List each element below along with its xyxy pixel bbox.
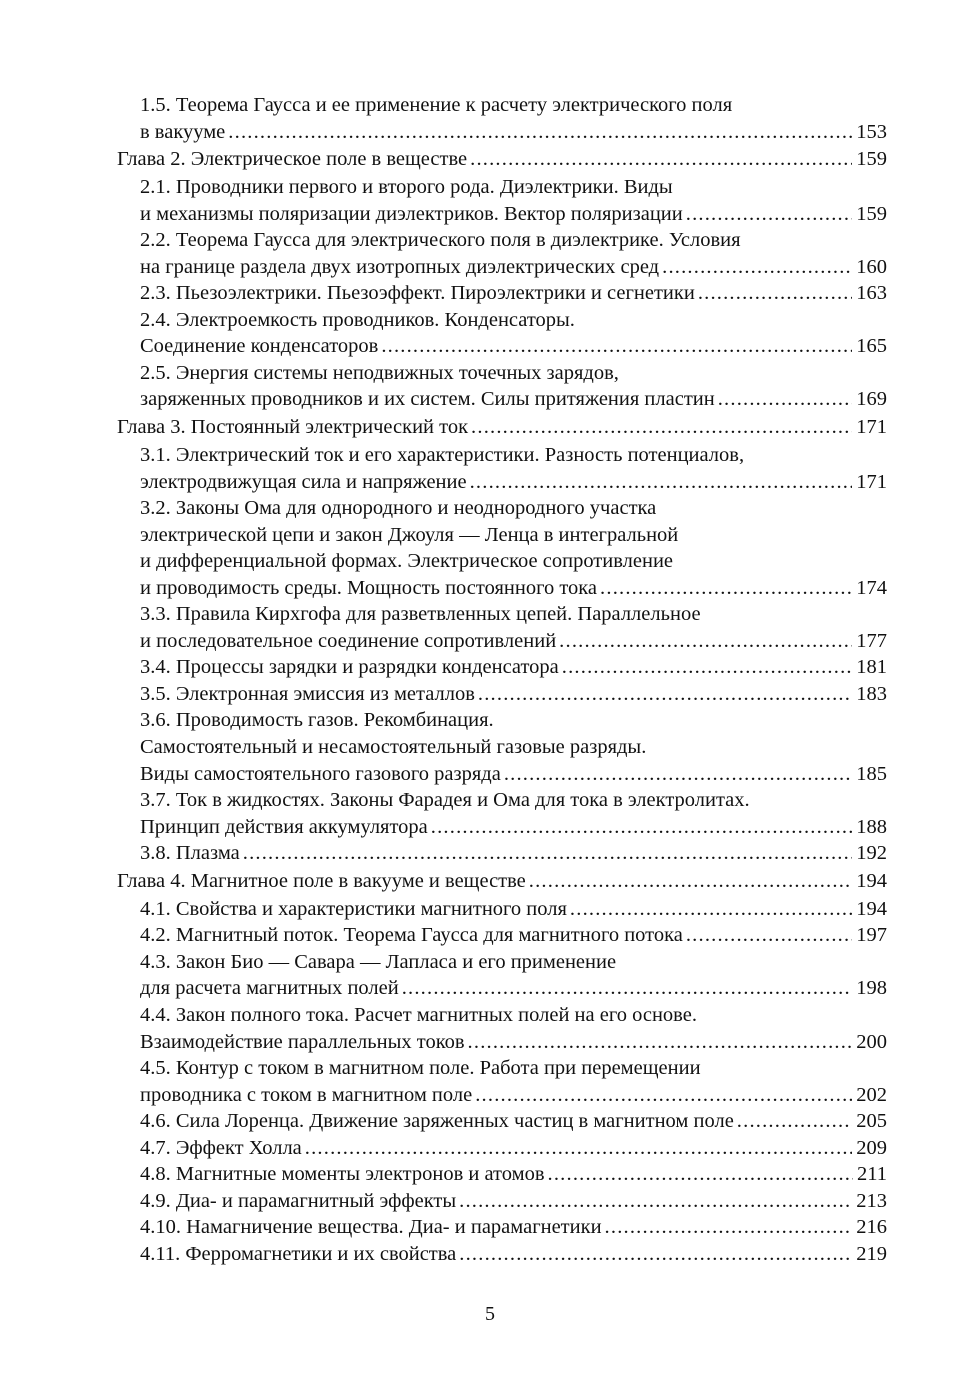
toc-page-number: 169 — [856, 388, 887, 411]
toc-entry-text: 3.6. Проводимость газов. Рекомбинация. — [140, 709, 494, 732]
toc-entry-text: Самостоятельный и несамостоятельный газовые разряды. — [140, 736, 647, 759]
toc-dot-leader — [686, 922, 852, 949]
toc-section-line — [117, 1214, 887, 1241]
toc-dot-leader — [559, 628, 852, 655]
toc-page-number: 188 — [856, 815, 887, 838]
toc-section-line — [117, 949, 887, 976]
toc-section-line — [117, 174, 887, 201]
toc-dot-leader — [698, 280, 852, 307]
toc-page-number: 171 — [856, 470, 887, 493]
toc-chapter-line — [117, 413, 887, 442]
toc-entry-text: 3.4. Процессы зарядки и разрядки конденсатора — [140, 654, 562, 681]
toc-entry-text: 2.3. Пьезоэлектрики. Пьезоэффект. Пироэлектрики и сегнетики — [140, 280, 698, 307]
toc-dot-leader — [600, 575, 852, 602]
toc-dot-leader — [471, 413, 852, 442]
toc-entry-text: 2.1. Проводники первого и второго рода. Диэлектрики. Виды — [140, 176, 673, 199]
toc-section-line — [117, 227, 887, 254]
toc-entry-text: 3.2. Законы Ома для однородного и неоднородного участка — [140, 497, 657, 520]
toc-section-line — [117, 628, 887, 655]
page-number: 5 — [485, 1303, 495, 1325]
toc-section-line — [117, 1188, 887, 1215]
toc-dot-leader — [459, 1188, 852, 1215]
toc-entry-text: на границе раздела двух изотропных диэлектрических сред — [140, 254, 662, 281]
toc-dot-leader — [381, 333, 852, 360]
toc-section-line — [117, 601, 887, 628]
toc-page-number: 194 — [856, 897, 887, 920]
toc-section-line — [117, 654, 887, 681]
toc-entry-text: Виды самостоятельного газового разряда — [140, 761, 504, 788]
toc-section-line — [117, 522, 887, 549]
toc-page-number: 213 — [856, 1189, 887, 1212]
toc-section-line — [117, 201, 887, 228]
toc-dot-leader — [718, 386, 853, 413]
toc-entry-text: 4.7. Эффект Холла — [140, 1135, 305, 1162]
toc-section-line — [117, 840, 887, 867]
toc-chapter-line — [117, 145, 887, 174]
toc-page-number: 209 — [856, 1136, 887, 1159]
toc-section-line — [117, 1135, 887, 1162]
toc-page-number: 200 — [856, 1030, 887, 1053]
toc-dot-leader — [548, 1161, 853, 1188]
toc-entry-text: 4.10. Намагничение вещества. Диа- и парамагнетики — [140, 1214, 605, 1241]
toc-section-line — [117, 307, 887, 334]
toc-entry-text: 4.11. Ферромагнетики и их свойства — [140, 1241, 459, 1268]
toc-entry-text: 4.3. Закон Био — Савара — Лапласа и его применение — [140, 950, 617, 973]
toc-entry-text: Взаимодействие параллельных токов — [140, 1029, 468, 1056]
toc-page-number: 163 — [856, 282, 887, 305]
toc-entry-text: 2.4. Электроемкость проводников. Конденсаторы. — [140, 308, 575, 331]
toc-page-number: 216 — [856, 1216, 887, 1239]
toc-page-number: 194 — [856, 869, 887, 892]
toc-entry-text: Глава 3. Постоянный электрический ток — [117, 413, 471, 442]
toc-page-number: 159 — [856, 148, 887, 171]
toc-entry-text: Принцип действия аккумулятора — [140, 814, 431, 841]
toc-entry-text: 3.3. Правила Кирхгофа для разветвленных цепей. Параллельное — [140, 603, 701, 626]
toc-entry-text: 3.7. Ток в жидкостях. Законы Фарадея и Ома для тока в электролитах. — [140, 789, 750, 812]
toc-section-line — [117, 548, 887, 575]
toc-section-line — [117, 92, 887, 119]
toc-entry-text: 2.5. Энергия системы неподвижных точечных зарядов, — [140, 361, 619, 384]
toc-section-line — [117, 575, 887, 602]
toc-section-line — [117, 681, 887, 708]
toc-page-number: 219 — [856, 1242, 887, 1265]
toc-section-line — [117, 896, 887, 923]
toc-section-line — [117, 360, 887, 387]
toc-section-line — [117, 280, 887, 307]
toc-dot-leader — [470, 145, 852, 174]
toc-section-line — [117, 1108, 887, 1135]
toc-entry-text: 3.1. Электрический ток и его характеристики. Разность потенциалов, — [140, 444, 745, 467]
toc-dot-leader — [431, 814, 852, 841]
toc-entry-text: Соединение конденсаторов — [140, 333, 381, 360]
toc-page-number: 202 — [856, 1083, 887, 1106]
toc-section-line — [117, 1055, 887, 1082]
toc-entry-text: Глава 2. Электрическое поле в веществе — [117, 145, 470, 174]
toc-dot-leader — [562, 654, 852, 681]
toc-dot-leader — [470, 469, 853, 496]
toc-page-number: 160 — [856, 255, 887, 278]
toc-dot-leader — [468, 1029, 853, 1056]
toc-dot-leader — [686, 201, 853, 228]
toc-section-line — [117, 442, 887, 469]
toc-dot-leader — [228, 119, 852, 146]
toc-page-number: 183 — [856, 682, 887, 705]
toc-section-line — [117, 761, 887, 788]
toc-dot-leader — [504, 761, 852, 788]
toc-entry-text: и проводимость среды. Мощность постоянного тока — [140, 575, 600, 602]
toc-section-line — [117, 734, 887, 761]
toc-entry-text: в вакууме — [140, 119, 228, 146]
toc-dot-leader — [475, 1082, 852, 1109]
toc-section-line — [117, 495, 887, 522]
toc-page-number: 171 — [856, 416, 887, 439]
toc-dot-leader — [662, 254, 852, 281]
toc-entry-text: 4.4. Закон полного тока. Расчет магнитных полей на его основе. — [140, 1003, 697, 1026]
toc-dot-leader — [605, 1214, 853, 1241]
toc-entry-text: 4.2. Магнитный поток. Теорема Гаусса для магнитного потока — [140, 922, 686, 949]
toc-page-number: 197 — [856, 924, 887, 947]
toc-entry-text: и дифференциальной формах. Электрическое сопротивление — [140, 550, 674, 573]
toc-entry-text: электрической цепи и закон Джоуля — Ленца в интегральной — [140, 523, 679, 546]
toc-page-number: 211 — [857, 1163, 887, 1186]
toc-page-number: 165 — [856, 335, 887, 358]
toc-section-line — [117, 787, 887, 814]
toc-entry-text: 4.9. Диа- и парамагнитный эффекты — [140, 1188, 459, 1215]
toc-entry-text: 2.2. Теорема Гаусса для электрического поля в диэлектрике. Условия — [140, 229, 741, 252]
toc-page-number: 192 — [856, 842, 887, 865]
toc-entry-text: 4.6. Сила Лоренца. Движение заряженных частиц в магнитном поле — [140, 1108, 737, 1135]
toc-section-line — [117, 469, 887, 496]
toc-dot-leader — [529, 867, 852, 896]
toc-section-line — [117, 254, 887, 281]
toc-entry-text: 1.5. Теорема Гаусса и ее применение к расчету электрического поля — [140, 94, 733, 116]
toc-page-number: 198 — [856, 977, 887, 1000]
toc-section-line — [117, 922, 887, 949]
toc-dot-leader — [459, 1241, 852, 1268]
toc-entry-text: заряженных проводников и их систем. Силы притяжения пластин — [140, 386, 718, 413]
toc-page-number: 181 — [856, 656, 887, 679]
toc-entry-text: электродвижущая сила и напряжение — [140, 469, 470, 496]
toc-entry-text: проводника с током в магнитном поле — [140, 1082, 475, 1109]
toc-section-line — [117, 1161, 887, 1188]
toc-section-line — [117, 1241, 887, 1268]
toc-entry-text: и последовательное соединение сопротивлений — [140, 628, 559, 655]
toc-section-line — [117, 707, 887, 734]
toc-entry-text: и механизмы поляризации диэлектриков. Вектор поляризации — [140, 201, 686, 228]
toc-dot-leader — [402, 975, 853, 1002]
toc-section-line — [117, 975, 887, 1002]
toc-entry-text: для расчета магнитных полей — [140, 975, 402, 1002]
toc-section-line — [117, 119, 887, 146]
toc-entry-text: 4.8. Магнитные моменты электронов и атомов — [140, 1161, 548, 1188]
toc-page-number: 185 — [856, 762, 887, 785]
toc-chapter-line — [117, 867, 887, 896]
toc-dot-leader — [570, 896, 852, 923]
toc-entry-text: 3.8. Плазма — [140, 840, 243, 867]
toc-entry-text: Глава 4. Магнитное поле в вакууме и веществе — [117, 867, 529, 896]
toc-entry-text: 4.5. Контур с током в магнитном поле. Работа при перемещении — [140, 1057, 701, 1080]
toc-page-number: 177 — [856, 629, 887, 652]
toc-section-line — [117, 814, 887, 841]
toc-dot-leader — [737, 1108, 852, 1135]
table-of-contents — [117, 92, 887, 1267]
toc-section-line — [117, 386, 887, 413]
toc-page-number: 205 — [856, 1110, 887, 1133]
toc-page-number: 153 — [856, 120, 887, 143]
toc-page-number: 159 — [856, 202, 887, 225]
toc-dot-leader — [305, 1135, 852, 1162]
toc-section-line — [117, 1082, 887, 1109]
toc-section-line — [117, 1029, 887, 1056]
toc-dot-leader — [478, 681, 852, 708]
toc-section-line — [117, 333, 887, 360]
toc-page-number: 174 — [856, 576, 887, 599]
toc-dot-leader — [243, 840, 853, 867]
toc-section-line — [117, 1002, 887, 1029]
toc-entry-text: 3.5. Электронная эмиссия из металлов — [140, 681, 478, 708]
toc-entry-text: 4.1. Свойства и характеристики магнитного поля — [140, 896, 570, 923]
